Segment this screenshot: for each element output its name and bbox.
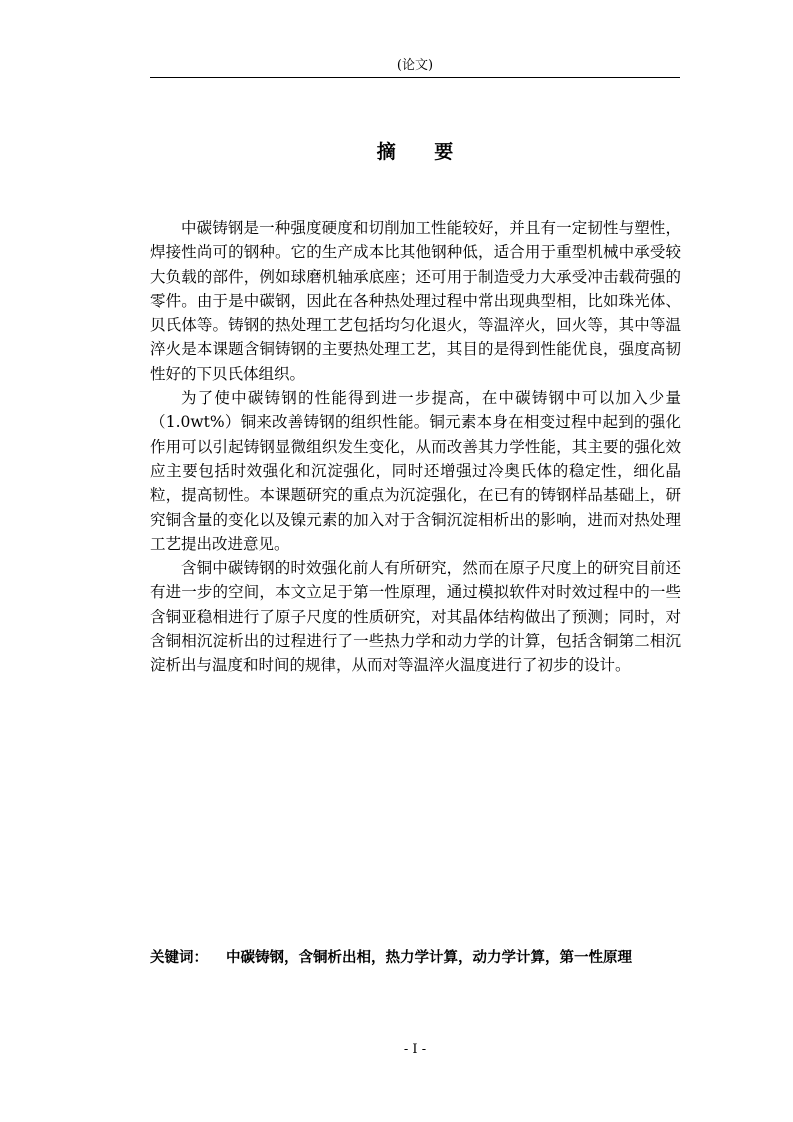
abstract-paragraph-1: 中碳铸钢是一种强度硬度和切削加工性能较好，并且有一定韧性与塑性，焊接性尚可的钢种。它的生产成本比其他钢种低，适合用于重型机械中承受较大负载的部件，例如球磨机轴承底座；还可用于制造受力大承受冲击载荷强的零件。由于是中碳钢，因此在各种热处理过程中常出现典型相，比如珠光体、贝氏体等。铸钢的热处理工艺包括均匀化退火，等温淬火，回火等，其中等温淬火是本课题含铜铸钢的主要热处理工艺，其目的是得到性能优良，强度高韧性好的下贝氏体组织。 <box>150 219 681 383</box>
page-header: (论文) <box>396 58 434 73</box>
abstract-title: 摘 要 <box>376 141 470 163</box>
abstract-paragraph-2: 为了使中碳铸钢的性能得到进一步提高，在中碳铸钢中可以加入少量（1.0wt%）铜来改善铸钢的组织性能。铜元素本身在相变过程中起到的强化作用可以引起铸钢显微组织发生变化，从而改善其力学性能，其主要的强化效应主要包括时效强化和沉淀强化，同时还增强过冷奥氏体的稳定性，细化晶粒，提高韧性。本课题研究的重点为沉淀强化，在已有的铸钢样品基础上，研究铜含量的变化以及镍元素的加入对于含铜沉淀相析出的影响，进而对热处理工艺提出改进意见。 <box>150 389 681 553</box>
abstract-body <box>150 216 681 678</box>
abstract-paragraph-3: 含铜中碳铸钢的时效强化前人有所研究，然而在原子尺度上的研究目前还有进一步的空间，本文立足于第一性原理，通过模拟软件对时效过程中的一些含铜亚稳相进行了原子尺度的性质研究，对其晶体结构做出了预测；同时，对含铜相沉淀析出的过程进行了一些热力学和动力学的计算，包括含铜第二相沉淀析出与温度和时间的规律，从而对等温淬火温度进行了初步的设计。 <box>150 559 681 675</box>
keywords-text: 中碳铸钢，含铜析出相，热力学计算，动力学计算，第一性原理 <box>226 950 632 966</box>
page-number: - I - <box>403 1042 427 1057</box>
keywords-label: 关键词： <box>150 950 208 966</box>
keywords-line <box>150 946 690 967</box>
header-divider <box>150 77 680 78</box>
